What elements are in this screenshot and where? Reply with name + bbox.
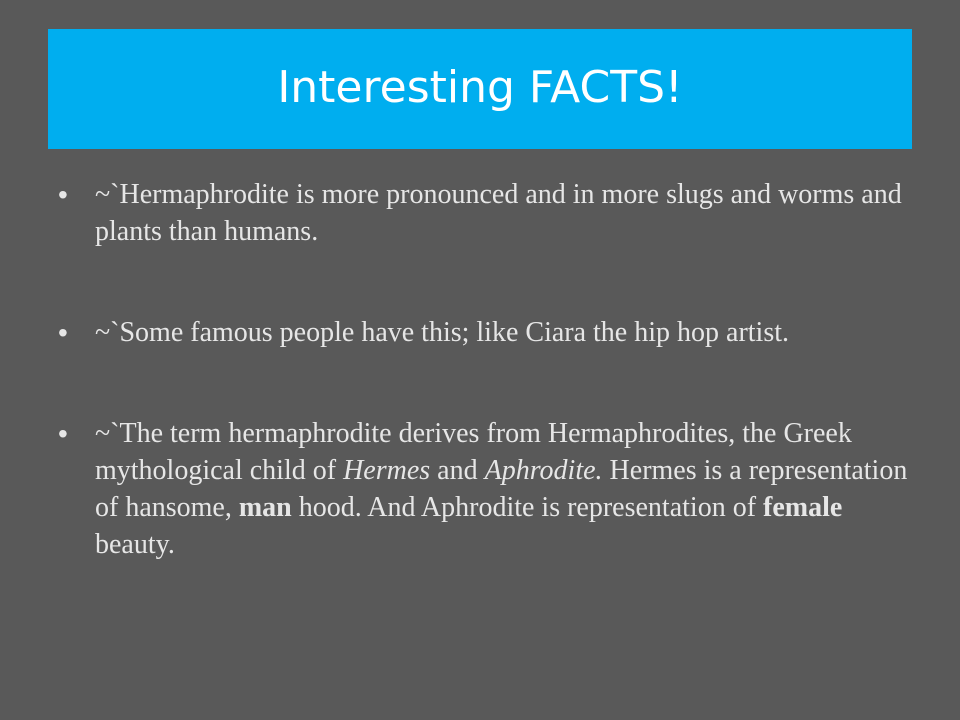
bullet-text-1: ~`Hermaphrodite is more pronounced and in more slugs and worms and plants than humans. xyxy=(95,179,902,247)
hermes-italic-text: Hermes xyxy=(343,455,431,486)
slide-title: Interesting FACTS! xyxy=(277,61,683,113)
bullet-text-3-part-2: and xyxy=(430,455,485,486)
bullet-icon: • xyxy=(58,418,68,449)
bullet-text-3-part-4: hood. And Aphrodite is representation of xyxy=(291,492,764,523)
female-bold-text: female xyxy=(763,492,843,523)
bullet-list xyxy=(58,176,908,563)
bullet-item-3 xyxy=(58,415,908,563)
bullet-text-3-part-3: Hermes is a representation of hansome, xyxy=(95,455,908,523)
bullet-item-1 xyxy=(58,176,908,250)
bullet-text-3 xyxy=(95,418,907,560)
bullet-icon: • xyxy=(58,179,68,210)
man-bold-text: man xyxy=(238,492,292,523)
bullet-icon: • xyxy=(58,317,68,348)
bullet-text-3-part-1: ~`The term hermaphrodite derives from Hermaphrodites, the Greek mythological child of xyxy=(95,418,852,486)
bullet-text-3-part-5: beauty. xyxy=(95,529,175,560)
aphrodite-italic-text: Aphrodite. xyxy=(484,455,603,486)
bullet-item-2 xyxy=(58,314,908,351)
bullet-text-2: ~`Some famous people have this; like Ciara the hip hop artist. xyxy=(95,317,789,348)
title-bar xyxy=(48,29,912,149)
